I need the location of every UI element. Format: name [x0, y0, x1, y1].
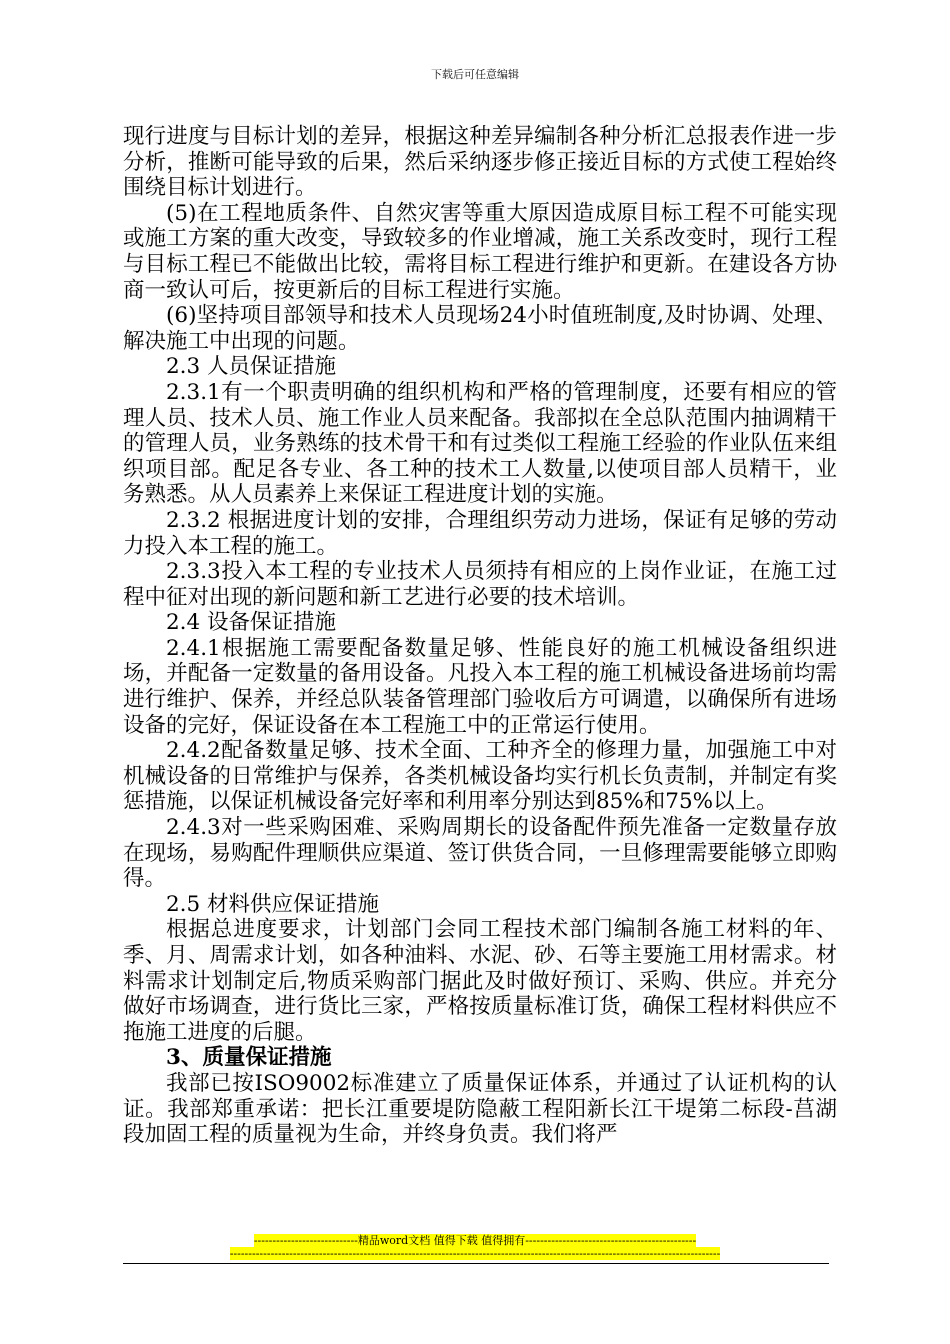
header-note: 下载后可任意编辑 [431, 68, 519, 81]
footer-dashes [0, 1247, 950, 1260]
paragraph: 2.3.3投入本工程的专业技术人员须持有相应的上岗作业证，在施工过程中征对出现的新问题和新工艺进行必要的技术培训。 [123, 559, 837, 610]
paragraph: 我部已按ISO9002标准建立了质量保证体系，并通过了认证机构的认证。我部郑重承诺：把长江重要堤防隐蔽工程阳新长江干堤第二标段-莒湖段加固工程的质量视为生命，并终身负责。我们将严 [123, 1070, 837, 1148]
footer-banner [0, 1232, 950, 1248]
paragraph: 2.4.3对一些采购困难、采购周期长的设备配件预先准备一定数量存放在现场，易购配件理顺供应渠道、签订供货合同，一旦修理需要能够立即购得。 [123, 815, 837, 892]
paragraph: 2.4.1根据施工需要配备数量足够、性能良好的施工机械设备组织进场，并配备一定数量的备用设备。凡投入本工程的施工机械设备进场前均需进行维护、保养，并经总队装备管理部门验收后方可调遣，以确保所有进场设备的完好，保证设备在本工程施工中的正常运行使用。 [123, 635, 837, 738]
footer-banner-text: ----------------------------精品word文档 值得下载 值得拥有---------------------------------------------- [253, 1234, 697, 1247]
chapter-heading: 3、质量保证措施 [166, 1045, 332, 1071]
paragraph: 现行进度与目标计划的差异，根据这种差异编制各种分析汇总报表作进一步分析，推断可能导致的后果，然后采纳逐步修正接近目标的方式使工程始终围绕目标计划进行。 [123, 124, 837, 201]
paragraph: 根据总进度要求，计划部门会同工程技术部门编制各施工材料的年、季、月、周需求计划，如各种油料、水泥、砂、石等主要施工用材需求。材料需求计划制定后,物质采购部门据此及时做好预订、采购、供应。并充分做好市场调查，进行货比三家，严格按质量标准订货，确保工程材料供应不拖施工进度的后腿。 [123, 917, 837, 1045]
paragraph: 2.3.2 根据进度计划的安排，合理组织劳动力进场，保证有足够的劳动力投入本工程的施工。 [123, 507, 837, 559]
section-heading: 2.4 设备保证措施 [166, 610, 337, 636]
paragraph: (5)在工程地质条件、自然灾害等重大原因造成原目标工程不可能实现或施工方案的重大改变，导致较多的作业增减，施工关系改变时，现行工程与目标工程已不能做出比较，需将目标工程进行维护和更新。在建设各方协商一致认可后，按更新后的目标工程进行实施。 [123, 200, 837, 303]
footer-dashes-text: ------------------------------------------------------------------------------------------------------------------------------------ [229, 1247, 721, 1260]
section-heading: 2.3 人员保证措施 [166, 354, 337, 380]
paragraph: (6)坚持项目部领导和技术人员现场24小时值班制度,及时协调、处理、解决施工中出现的问题。 [123, 303, 837, 354]
section-heading: 2.5 材料供应保证措施 [166, 891, 380, 917]
paragraph: 2.3.1有一个职责明确的组织机构和严格的管理制度，还要有相应的管理人员、技术人员、施工作业人员来配备。我部拟在全总队范围内抽调精干的管理人员，业务熟练的技术骨干和有过类似工程施工经验的作业队伍来组织项目部。配足各专业、各工种的技术工人数量,以使项目部人员精干，业务熟悉。从人员素养上来保证工程进度计划的实施。 [123, 379, 837, 508]
footer-rule [123, 1263, 829, 1264]
document-body [123, 124, 837, 1148]
paragraph: 2.4.2配备数量足够、技术全面、工种齐全的修理力量，加强施工中对机械设备的日常维护与保养，各类机械设备均实行机长负责制，并制定有奖惩措施，以保证机械设备完好率和利用率分别达到85%和75%以上。 [123, 738, 837, 815]
